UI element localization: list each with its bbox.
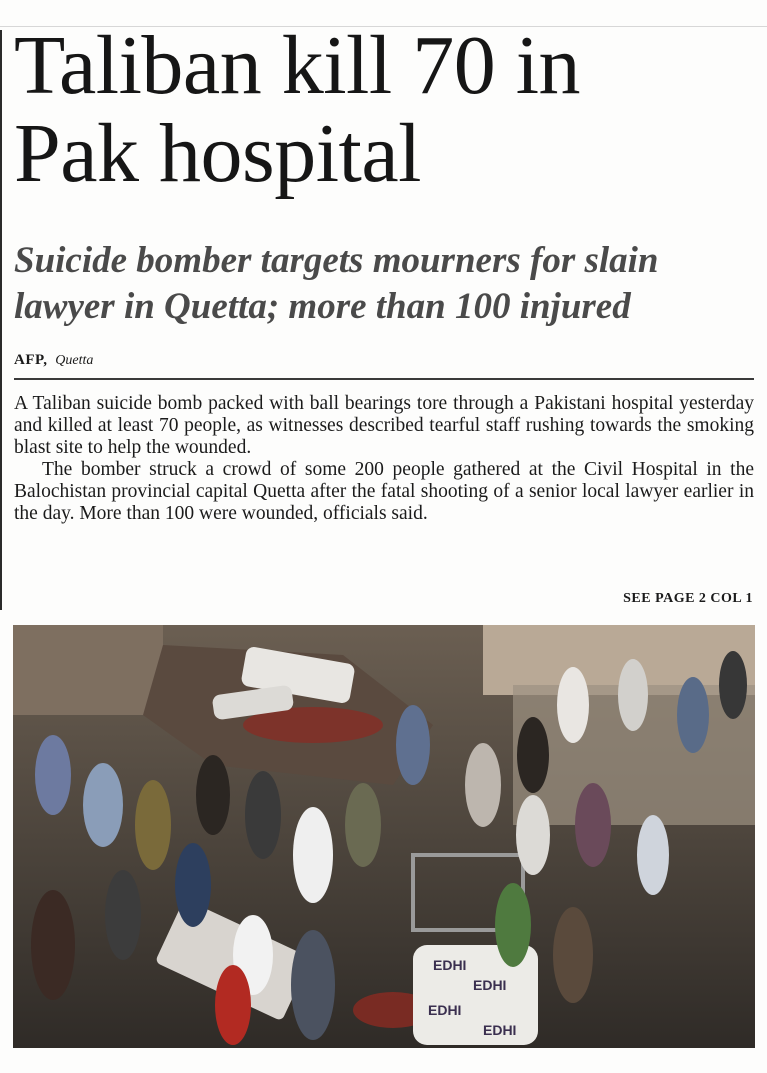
byline-agency: AFP, <box>14 352 48 368</box>
subheadline-line-1: Suicide bomber targets mourners for slain <box>14 240 659 281</box>
paragraph: The bomber struck a crowd of some 200 people gathered at the Civil Hospital in the Balochistan provincial capital Quetta after the fatal shooting of a senior local lawyer earlier in the day. More than 100 were wounded, officials said. <box>14 459 754 524</box>
continuation-line: SEE PAGE 2 COL 1 <box>623 591 753 606</box>
byline <box>14 352 93 369</box>
sheet-label: EDHI <box>473 977 507 993</box>
byline-divider <box>14 378 754 380</box>
sheet-label: EDHI <box>483 1022 517 1038</box>
sheet-label: EDHI <box>433 957 467 973</box>
byline-location: Quetta <box>55 353 94 368</box>
column-rule <box>0 30 2 610</box>
subheadline-line-2: lawyer in Quetta; more than 100 injured <box>14 286 631 327</box>
subheadline <box>14 238 759 330</box>
blast-scene-illustration <box>13 625 755 1048</box>
paragraph: A Taliban suicide bomb packed with ball bearings tore through a Pakistani hospital yesterday and killed at least 70 people, as witnesses described tearful staff rushing towards the smoking blast site to help the wounded. <box>14 393 754 458</box>
left-wall <box>13 625 163 715</box>
sheet-label: EDHI <box>428 1002 462 1018</box>
news-photo <box>13 625 755 1048</box>
headline-line-1: Taliban kill 70 in <box>14 19 581 112</box>
article-body <box>14 393 754 525</box>
headline <box>14 19 759 200</box>
headline-line-2: Pak hospital <box>14 107 421 200</box>
